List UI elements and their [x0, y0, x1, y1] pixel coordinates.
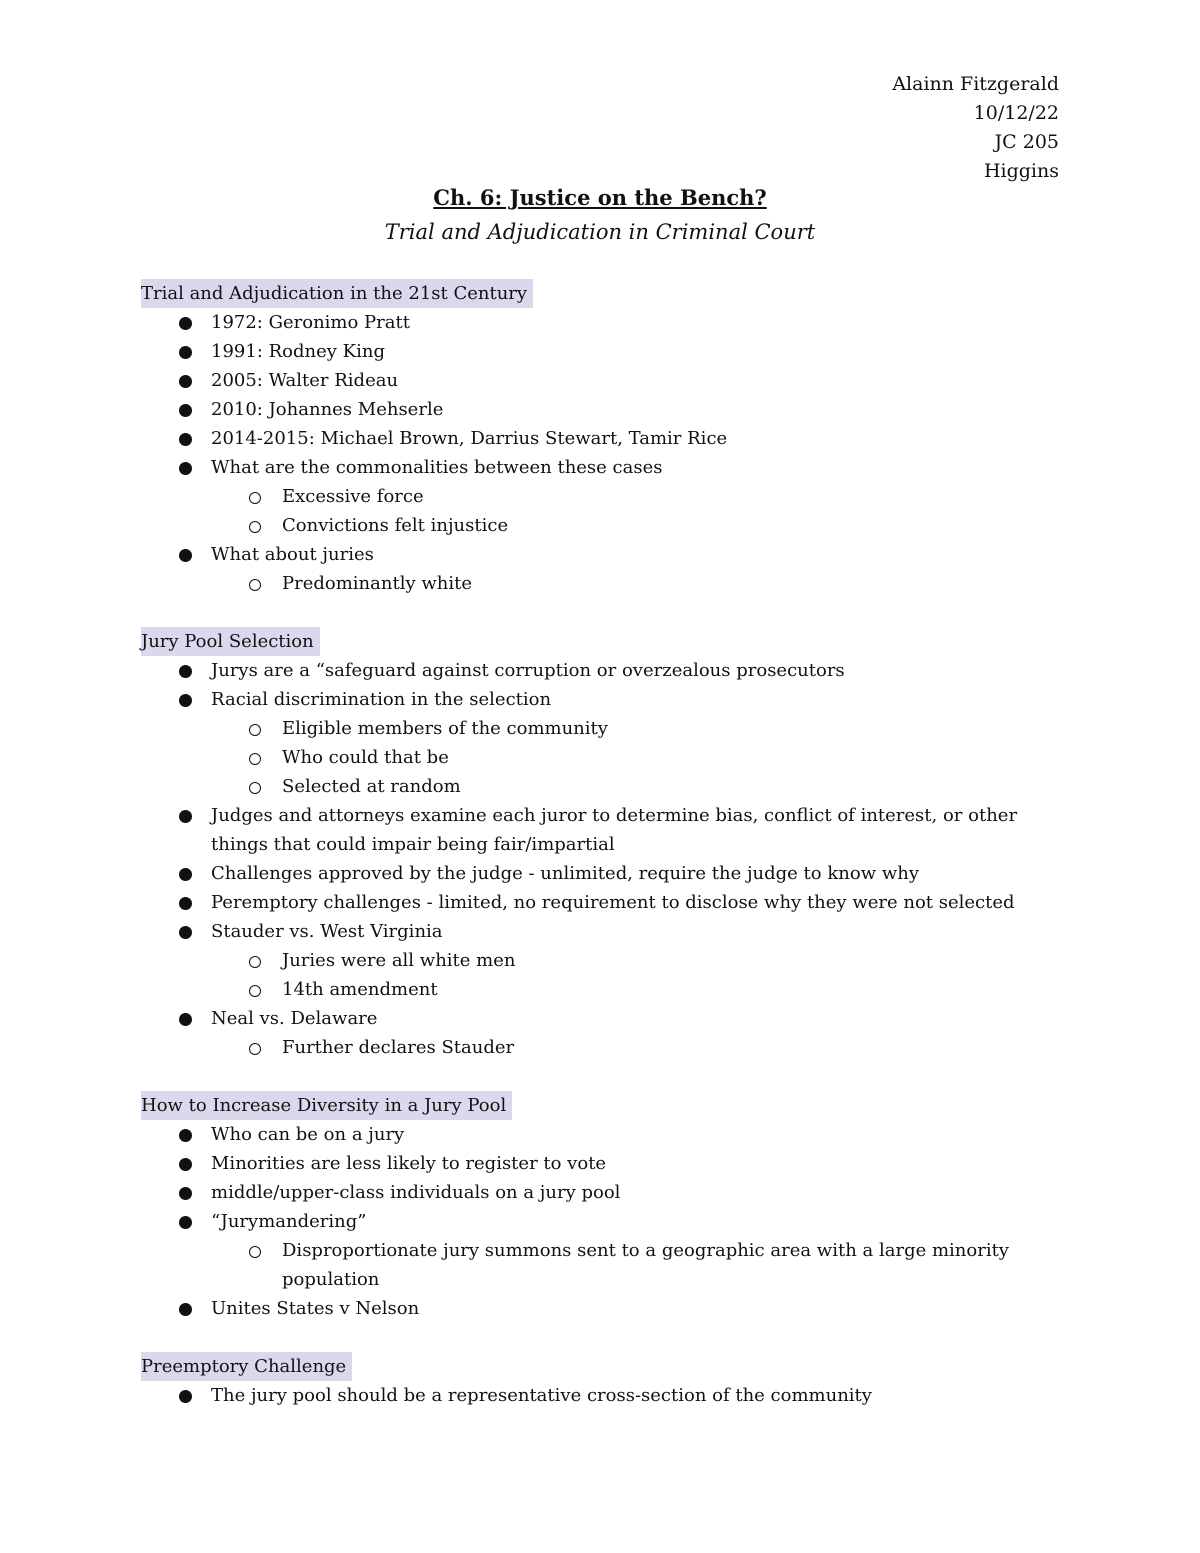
bullet-item: Judges and attorneys examine each juror to determine bias, conflict of interest, or other things that could impair being fair/impartial: [141, 801, 1041, 859]
notes-section: [141, 1091, 1041, 1323]
bullet-item: 2010: Johannes Mehserle: [141, 395, 1041, 424]
bullet-item: Who can be on a jury: [141, 1120, 1041, 1149]
bullet-item: What about juries: [141, 540, 1041, 569]
bullet-list: [141, 656, 1041, 1062]
bullet-item: Minorities are less likely to register to vote: [141, 1149, 1041, 1178]
bullet-item: What are the commonalities between these cases: [141, 453, 1041, 482]
bullet-item: 1972: Geronimo Pratt: [141, 308, 1041, 337]
bullet-item: 2005: Walter Rideau: [141, 366, 1041, 395]
bullet-item: Challenges approved by the judge - unlimited, require the judge to know why: [141, 859, 1041, 888]
bullet-item: The jury pool should be a representative cross-section of the community: [141, 1381, 1041, 1410]
notes-section: [141, 279, 1041, 598]
instructor-name: Higgins: [983, 160, 1059, 182]
bullet-item: Peremptory challenges - limited, no requirement to disclose why they were not selected: [141, 888, 1041, 917]
bullet-list: [141, 308, 1041, 598]
bullet-item: 2014-2015: Michael Brown, Darrius Stewart, Tamir Rice: [141, 424, 1041, 453]
sub-bullet-item: Further declares Stauder: [141, 1033, 1041, 1062]
notes-section: [141, 627, 1041, 1062]
section-heading: Trial and Adjudication in the 21st Century: [141, 279, 533, 308]
page-subtitle: Trial and Adjudication in Criminal Court: [384, 220, 816, 244]
sub-bullet-item: Who could that be: [141, 743, 1041, 772]
section-heading: How to Increase Diversity in a Jury Pool: [141, 1091, 512, 1120]
sub-bullet-item: Selected at random: [141, 772, 1041, 801]
header-block: [892, 70, 1059, 186]
sub-bullet-item: Predominantly white: [141, 569, 1041, 598]
date: 10/12/22: [973, 102, 1059, 124]
bullet-item: middle/upper-class individuals on a jury pool: [141, 1178, 1041, 1207]
page-title: Ch. 6: Justice on the Bench?: [433, 185, 767, 210]
bullet-list: [141, 1381, 1041, 1410]
notes-content: [141, 279, 1041, 1439]
bullet-list: [141, 1120, 1041, 1323]
sub-bullet-item: Juries were all white men: [141, 946, 1041, 975]
section-heading: Jury Pool Selection: [141, 627, 320, 656]
sub-bullet-item: 14th amendment: [141, 975, 1041, 1004]
bullet-item: Jurys are a “safeguard against corruption or overzealous prosecutors: [141, 656, 1041, 685]
section-heading: Preemptory Challenge: [141, 1352, 352, 1381]
bullet-item: Unites States v Nelson: [141, 1294, 1041, 1323]
bullet-item: Stauder vs. West Virginia: [141, 917, 1041, 946]
bullet-item: Neal vs. Delaware: [141, 1004, 1041, 1033]
bullet-item: “Jurymandering”: [141, 1207, 1041, 1236]
sub-bullet-item: Convictions felt injustice: [141, 511, 1041, 540]
notes-section: [141, 1352, 1041, 1410]
sub-bullet-item: Disproportionate jury summons sent to a geographic area with a large minority population: [141, 1236, 1041, 1294]
course-code: JC 205: [994, 131, 1059, 153]
author-name: Alainn Fitzgerald: [892, 73, 1059, 95]
sub-bullet-item: Excessive force: [141, 482, 1041, 511]
sub-bullet-item: Eligible members of the community: [141, 714, 1041, 743]
bullet-item: 1991: Rodney King: [141, 337, 1041, 366]
bullet-item: Racial discrimination in the selection: [141, 685, 1041, 714]
